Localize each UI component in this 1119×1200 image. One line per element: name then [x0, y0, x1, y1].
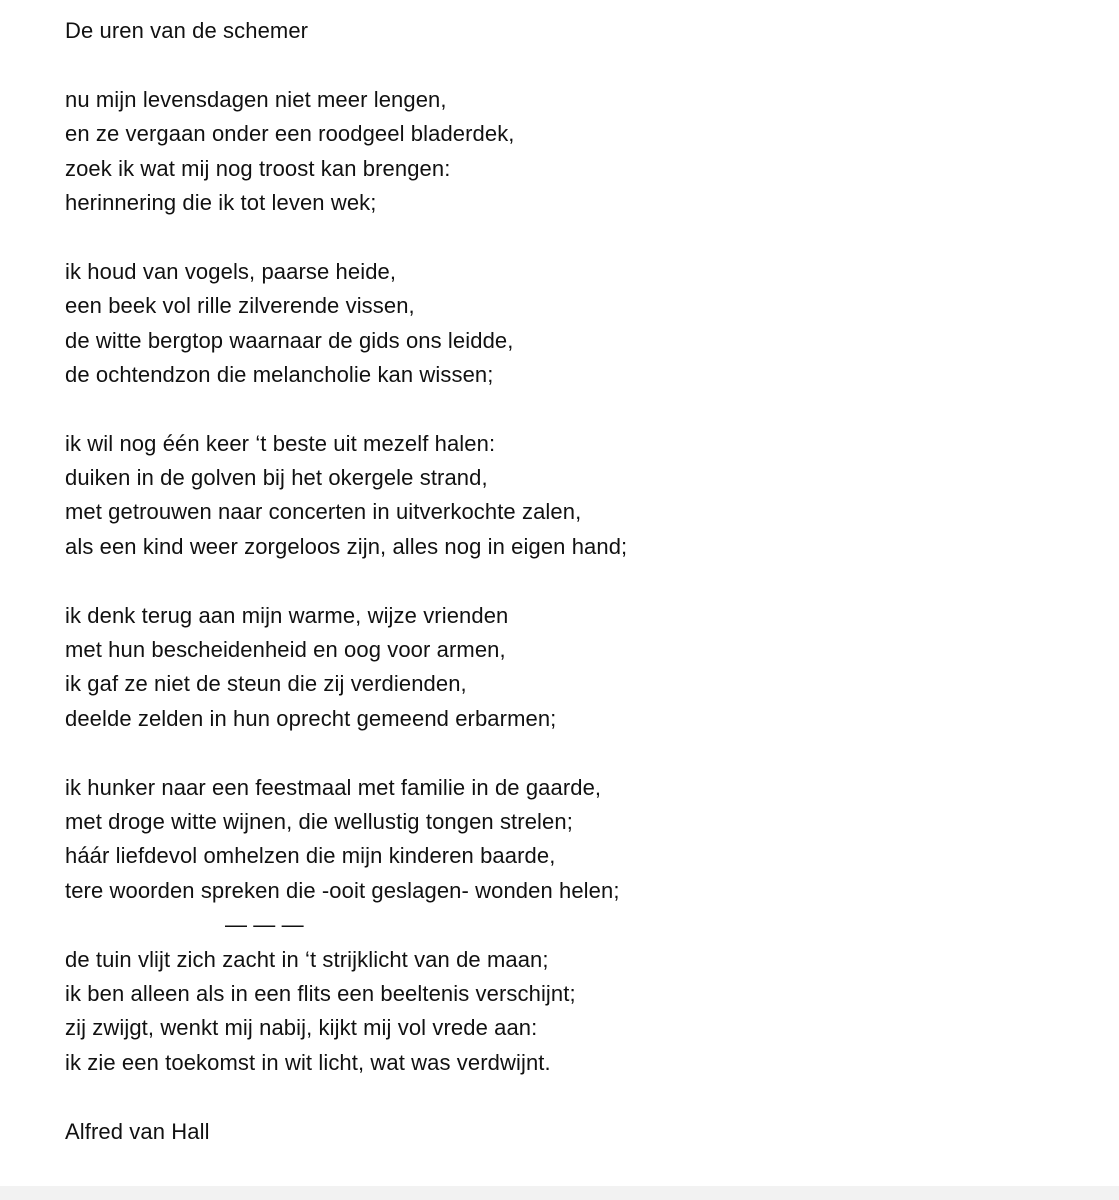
blank-line: [65, 564, 627, 598]
poem-line: de witte bergtop waarnaar de gids ons leidde,: [65, 327, 514, 353]
poem-author: Alfred van Hall: [65, 1118, 210, 1144]
poem-line: zij zwijgt, wenkt mij nabij, kijkt mij vol vrede aan:: [65, 1015, 538, 1041]
poem-line: duiken in de golven bij het okergele strand,: [65, 465, 488, 491]
poem-line: nu mijn levensdagen niet meer lengen,: [65, 86, 447, 112]
bottom-edge-bar: [0, 1186, 1119, 1200]
blank-line: [65, 736, 627, 770]
poem-line: herinnering die ik tot leven wek;: [65, 189, 377, 215]
poem-line: háár liefdevol omhelzen die mijn kinderen baarde,: [65, 843, 556, 869]
stanza-5: [65, 771, 627, 909]
poem-line: zoek ik wat mij nog troost kan brengen:: [65, 155, 451, 181]
poem-line: de ochtendzon die melancholie kan wissen;: [65, 361, 494, 387]
poem-line: ik denk terug aan mijn warme, wijze vrienden: [65, 602, 509, 628]
poem-line: de tuin vlijt zich zacht in ‘t strijklicht van de maan;: [65, 946, 549, 972]
poem-line: ik ben alleen als in een flits een beeltenis verschijnt;: [65, 980, 576, 1006]
poem-line: ik hunker naar een feestmaal met familie in de gaarde,: [65, 774, 602, 800]
stanza-1: [65, 83, 627, 221]
stanza-2: [65, 255, 627, 393]
poem-line: ik houd van vogels, paarse heide,: [65, 258, 397, 284]
poem-line: met hun bescheidenheid en oog voor armen,: [65, 637, 506, 663]
poem-line: deelde zelden in hun oprecht gemeend erbarmen;: [65, 705, 557, 731]
poem-line: tere woorden spreken die -ooit geslagen- wonden helen;: [65, 877, 620, 903]
blank-line: [65, 1080, 627, 1114]
poem-line: als een kind weer zorgeloos zijn, alles nog in eigen hand;: [65, 533, 628, 559]
poem: [65, 14, 627, 1149]
poem-line: met droge witte wijnen, die wellustig tongen strelen;: [65, 808, 573, 834]
poem-line: en ze vergaan onder een roodgeel bladerdek,: [65, 121, 515, 147]
poem-line: ik zie een toekomst in wit licht, wat was verdwijnt.: [65, 1049, 551, 1075]
poem-line: met getrouwen naar concerten in uitverkochte zalen,: [65, 499, 582, 525]
blank-line: [65, 220, 627, 254]
blank-line: [65, 392, 627, 426]
stanza-3: [65, 427, 627, 565]
poem-line: een beek vol rille zilverende vissen,: [65, 293, 415, 319]
poem-line: ik wil nog één keer ‘t beste uit mezelf halen:: [65, 430, 496, 456]
stanza-4: [65, 599, 627, 737]
final-stanza: [65, 943, 627, 1081]
blank-line: [65, 48, 627, 82]
poem-line: ik gaf ze niet de steun die zij verdienden,: [65, 671, 467, 697]
poem-title: De uren van de schemer: [65, 18, 309, 43]
section-divider: — — —: [225, 912, 304, 938]
